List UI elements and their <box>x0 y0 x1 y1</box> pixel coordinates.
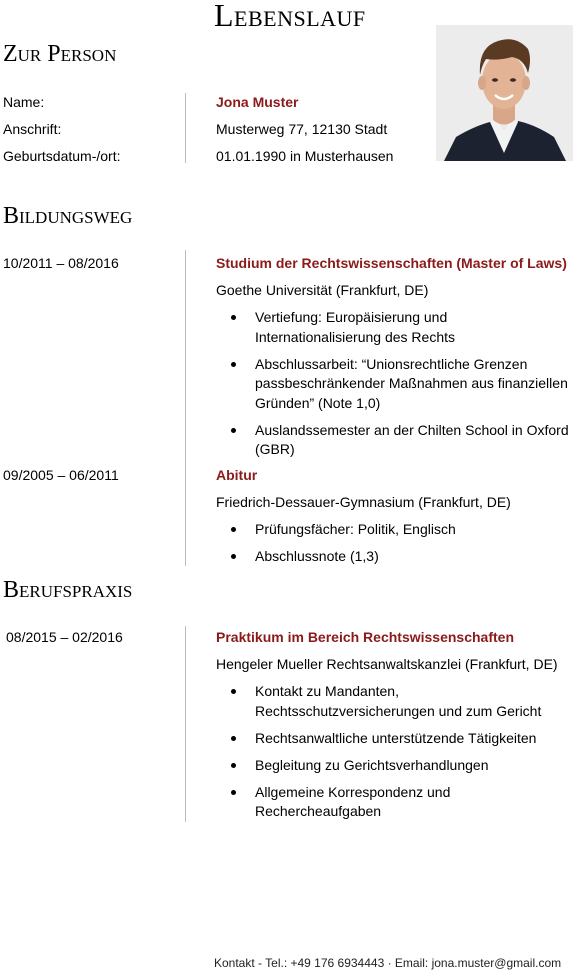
experience-title: Praktikum im Bereich Rechtswissenschaften <box>216 629 515 645</box>
section-heading-experience: Berufspraxis <box>3 577 133 603</box>
education-dates: 10/2011 – 08/2016 <box>3 255 119 271</box>
divider-line <box>185 626 186 822</box>
list-item: Vertiefung: Europäisierung und Internationalisierung des Rechts <box>216 308 475 347</box>
divider-line <box>185 93 186 163</box>
value-name: Jona Muster <box>216 94 299 110</box>
list-item: Rechtsanwaltliche unterstützende Tätigkeiten <box>216 729 575 749</box>
education-bullet-list <box>216 308 575 467</box>
list-item: Auslandssemester an der Chilten School in Oxford (GBR) <box>216 421 575 460</box>
experience-company: Hengeler Mueller Rechtsanwaltskanzlei (Frankfurt, DE) <box>216 656 558 672</box>
label-address: Anschrift: <box>3 121 62 137</box>
profile-photo <box>436 25 573 161</box>
value-birth: 01.01.1990 in Musterhausen <box>216 148 394 164</box>
label-birth: Geburtsdatum-/ort: <box>3 148 121 164</box>
list-item: Abschlussnote (1,3) <box>216 547 575 567</box>
document-title: Lebenslauf <box>214 0 366 33</box>
education-bullet-list <box>216 520 575 574</box>
label-name: Name: <box>3 94 45 110</box>
education-title: Studium der Rechtswissenschaften (Master of Laws) <box>216 255 567 271</box>
list-item: Abschlussarbeit: “Unionsrechtliche Grenzen passbeschränkender Maßnahmen aus finanziellen Gründen” (Note 1,0) <box>216 355 575 414</box>
list-item: Allgemeine Korrespondenz und Rechercheaufgaben <box>216 783 515 822</box>
list-item: Kontakt zu Mandanten, Rechtsschutzversicherungen und zum Gericht <box>216 682 565 721</box>
education-institution: Friedrich-Dessauer-Gymnasium (Frankfurt, DE) <box>216 494 511 510</box>
experience-dates: 08/2015 – 02/2016 <box>6 629 123 645</box>
section-heading-person: Zur Person <box>3 41 117 67</box>
contact-footer: Kontakt - Tel.: +49 176 6934443 · Email: jona.muster@gmail.com <box>214 956 562 970</box>
education-title: Abitur <box>216 467 258 483</box>
education-dates: 09/2005 – 06/2011 <box>3 467 119 483</box>
experience-bullet-list <box>216 682 575 829</box>
value-address: Musterweg 77, 12130 Stadt <box>216 121 388 137</box>
education-institution: Goethe Universität (Frankfurt, DE) <box>216 282 429 298</box>
section-heading-education: Bildungsweg <box>3 203 133 229</box>
list-item: Prüfungsfächer: Politik, Englisch <box>216 520 575 540</box>
divider-line <box>185 250 186 566</box>
list-item: Begleitung zu Gerichtsverhandlungen <box>216 756 575 776</box>
